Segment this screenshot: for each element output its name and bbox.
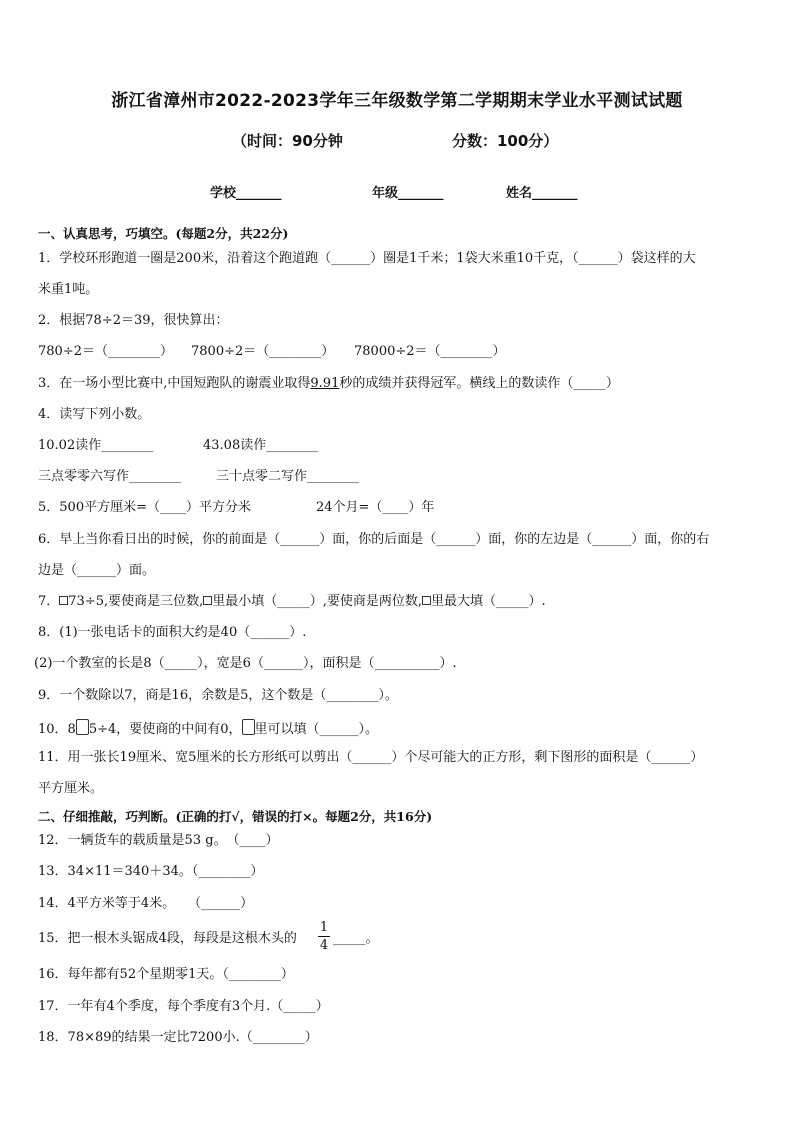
question-10 xyxy=(38,719,378,738)
question-8-part-1: 8．(1)一张电话卡的面积大约是40（______）. xyxy=(38,625,307,640)
blank-box-icon xyxy=(242,719,255,735)
question-8-part-2: (2)一个教室的长是8（_____），宽是6（______），面积是（__________）. xyxy=(34,656,457,671)
question-3-text-b: 秒的成绩并获得冠军。横线上的数读作（_____） xyxy=(339,376,619,391)
blank-square-icon xyxy=(59,596,68,605)
question-15-blank: _____。 xyxy=(333,931,379,946)
question-6-line-1: 6．早上当你看日出的时候，你的前面是（______）面，你的后面是（______）面，你的左边是（______）面，你的右 xyxy=(38,532,710,547)
question-10-text-b: 5÷4，要使商的中间有0， xyxy=(88,722,242,737)
name-field: 姓名_______ xyxy=(506,186,578,201)
question-4-part-a: 10.02读作________ xyxy=(38,438,154,453)
question-1-line-1: 1．学校环形跑道一圈是200米，沿着这个跑道跑（______）圈是1千米；1袋大米重10千克，（______）袋这样的大 xyxy=(38,251,696,266)
exam-score: 分数：100分） xyxy=(452,132,559,150)
question-15-text: 15．把一根木头锯成4段，每段是这根木头的 xyxy=(38,931,297,946)
fraction-numerator: 1 xyxy=(319,920,329,935)
question-9: 9．一个数除以7，商是16，余数是5，这个数是（________）。 xyxy=(38,688,398,703)
fraction-bar xyxy=(318,936,330,937)
question-6-line-2: 边是（______）面。 xyxy=(38,563,156,578)
question-5-part-b: 24个月=（____）年 xyxy=(316,500,435,515)
question-16: 16．每年都有52个星期零1天。（________） xyxy=(38,967,294,982)
section-1-heading: 一、认真思考，巧填空。(每题2分，共22分) xyxy=(38,226,289,241)
question-3-text-a: 3．在一场小型比赛中,中国短跑队的谢震业取得 xyxy=(38,376,311,391)
question-11-line-2: 平方厘米。 xyxy=(38,781,104,796)
question-17: 17．一年有4个季度，每个季度有3个月.（_____） xyxy=(38,999,329,1014)
question-1-line-2: 米重1吨。 xyxy=(38,282,99,297)
question-3-underlined-number: 9.91 xyxy=(310,376,340,391)
grade-field: 年级_______ xyxy=(372,186,444,201)
question-14: 14．4平方米等于4米。 （______） xyxy=(38,896,254,911)
exam-time: （时间：90分钟 xyxy=(232,132,343,150)
question-4: 4．读写下列小数。 xyxy=(38,407,151,422)
question-12: 12．一辆货车的载质量是53 g。 （____） xyxy=(38,833,279,848)
question-4-part-c: 三点零零六写作________ xyxy=(38,469,182,484)
question-2-part-b: 7800÷2＝（________） xyxy=(191,344,335,359)
question-18: 18．78×89的结果一定比7200小.（________） xyxy=(38,1030,318,1045)
question-3 xyxy=(38,376,619,392)
blank-box-icon xyxy=(76,719,89,735)
question-4-part-d: 三十点零二写作________ xyxy=(216,469,360,484)
question-2-part-c: 78000÷2＝（________） xyxy=(354,344,506,359)
question-7-text-d: 里最大填（_____）. xyxy=(431,594,546,609)
question-10-text-c: 里可以填（______）。 xyxy=(254,722,379,737)
question-11-line-1: 11．用一张长19厘米、宽5厘米的长方形纸可以剪出（______）个尽可能大的正方形，剩下图形的面积是（______） xyxy=(38,750,704,765)
question-5-part-a: 5．500平方厘米=（____）平方分米 xyxy=(38,500,251,515)
page-title: 浙江省漳州市2022-2023学年三年级数学第二学期期末学业水平测试试题 xyxy=(111,91,683,111)
question-7-text-b: 73÷5,要使商是三位数, xyxy=(68,594,204,609)
blank-square-icon xyxy=(422,596,431,605)
fraction-one-quarter xyxy=(318,920,330,953)
question-2-part-a: 780÷2＝（________） xyxy=(38,344,173,359)
question-2: 2．根据78÷2＝39，很快算出： xyxy=(38,313,229,328)
fraction-denominator: 4 xyxy=(319,938,329,953)
question-7 xyxy=(38,594,546,610)
question-10-text-a: 10．8 xyxy=(38,722,76,737)
question-7-text-c: 里最小填（_____）,要使商是两位数, xyxy=(212,594,423,609)
question-13: 13．34×11＝340＋34。（________） xyxy=(38,864,264,879)
section-2-heading: 二、仔细推敲，巧判断。(正确的打√，错误的打×。每题2分，共16分) xyxy=(38,809,433,824)
question-7-text-a: 7． xyxy=(38,594,60,609)
school-field: 学校_______ xyxy=(210,186,282,201)
question-4-part-b: 43.08读作________ xyxy=(203,438,319,453)
blank-square-icon xyxy=(203,596,212,605)
